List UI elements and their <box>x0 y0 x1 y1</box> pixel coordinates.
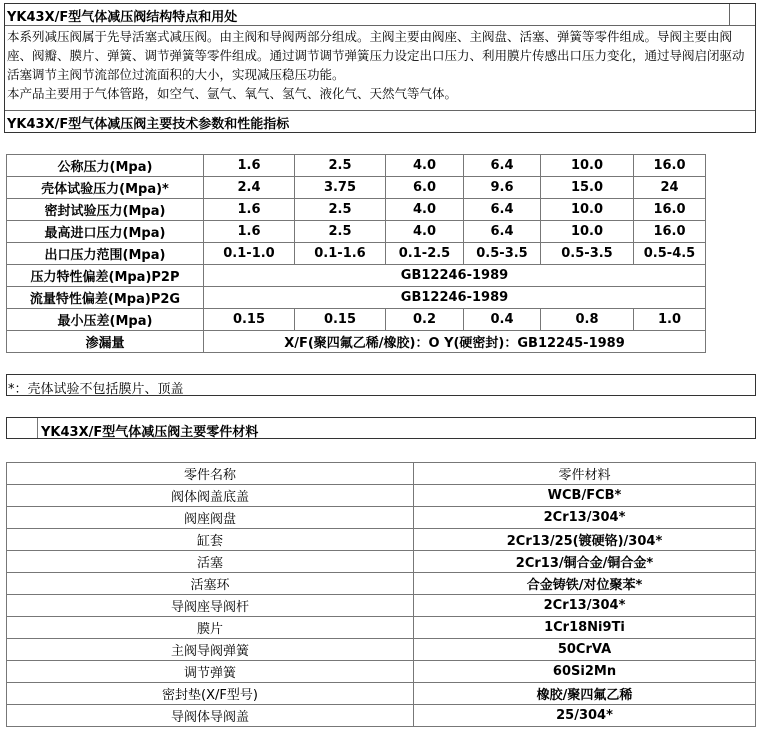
table-row <box>7 661 756 683</box>
part-name: 缸套 <box>7 529 414 551</box>
cell: 4.0 <box>386 155 464 177</box>
cell: 4.0 <box>386 221 464 243</box>
cell: 0.5-3.5 <box>464 243 541 265</box>
table-row <box>7 177 706 199</box>
cell: 0.4 <box>464 309 541 331</box>
table-row <box>7 221 706 243</box>
intro-title-row <box>5 4 755 26</box>
cell: 1.6 <box>204 221 295 243</box>
part-material: 2Cr13/铜合金/铜合金* <box>414 551 756 573</box>
cell: 3.75 <box>295 177 386 199</box>
cell: 10.0 <box>541 199 634 221</box>
row-label: 压力特性偏差(Mpa)P2P <box>7 265 204 287</box>
part-material: 合金铸铁/对位聚苯* <box>414 573 756 595</box>
column-header-material: 零件材料 <box>414 463 756 485</box>
intro-section <box>4 3 756 133</box>
spec-section-title-row <box>5 110 755 132</box>
table-row <box>7 199 706 221</box>
cell: 1.6 <box>204 155 295 177</box>
part-material: 2Cr13/25(镀硬铬)/304* <box>414 529 756 551</box>
merged-cell: GB12246-1989 <box>204 287 706 309</box>
table-row <box>7 507 756 529</box>
table-row <box>7 705 756 727</box>
materials-title-indent-cell <box>7 418 38 438</box>
cell: 0.1-1.6 <box>295 243 386 265</box>
table-row <box>7 683 756 705</box>
cell: 10.0 <box>541 155 634 177</box>
part-name: 阀体阀盖底盖 <box>7 485 414 507</box>
part-name: 导阀座导阀杆 <box>7 595 414 617</box>
part-name: 膜片 <box>7 617 414 639</box>
table-row <box>7 485 756 507</box>
footnote-text: *：壳体试验不包括膜片、顶盖 <box>8 382 184 397</box>
table-row <box>7 551 756 573</box>
materials-table <box>6 462 756 727</box>
part-name: 导阀体导阀盖 <box>7 705 414 727</box>
cell: 2.5 <box>295 221 386 243</box>
table-row <box>7 331 706 353</box>
table-row <box>7 617 756 639</box>
cell: 16.0 <box>634 155 706 177</box>
cell: 0.2 <box>386 309 464 331</box>
part-name: 主阀导阀弹簧 <box>7 639 414 661</box>
cell: 0.15 <box>295 309 386 331</box>
title-spacer-cell <box>729 4 755 25</box>
cell: 15.0 <box>541 177 634 199</box>
intro-paragraph-structure: 本系列减压阀属于先导活塞式减压阀。由主阀和导阀两部分组成。主阀主要由阀座、主阀盘、活塞、弹簧等零件组成。导阀主要由阀座、阀瓣、膜片、弹簧、调节弹簧等零件组成。通过调节调节弹簧压力设定出口压力、利用膜片传感出口压力变化，通过导阀启闭驱动活塞调节主阀节流部位过流面积的大小，实现减压稳压功能。 <box>7 29 745 82</box>
cell: 6.4 <box>464 199 541 221</box>
cell: 6.4 <box>464 221 541 243</box>
intro-body <box>7 27 752 103</box>
spec-table <box>6 154 706 353</box>
table-row <box>7 265 706 287</box>
cell: 0.5-4.5 <box>634 243 706 265</box>
part-material: 2Cr13/304* <box>414 507 756 529</box>
cell: 6.0 <box>386 177 464 199</box>
table-header-row <box>7 463 756 485</box>
part-material: 橡胶/聚四氟乙稀 <box>414 683 756 705</box>
materials-title-box <box>6 417 756 439</box>
table-row <box>7 287 706 309</box>
table-row <box>7 243 706 265</box>
column-header-part-name: 零件名称 <box>7 463 414 485</box>
row-label: 渗漏量 <box>7 331 204 353</box>
part-material: 50CrVA <box>414 639 756 661</box>
cell: 10.0 <box>541 221 634 243</box>
part-material: 60Si2Mn <box>414 661 756 683</box>
intro-title: YK43X/F型气体减压阀结构特点和用处 <box>7 10 238 25</box>
cell: 9.6 <box>464 177 541 199</box>
intro-paragraph-usage: 本产品主要用于气体管路，如空气、氩气、氧气、氢气、液化气、天然气等气体。 <box>7 86 458 101</box>
cell: 16.0 <box>634 221 706 243</box>
row-label: 出口压力范围(Mpa) <box>7 243 204 265</box>
cell: 16.0 <box>634 199 706 221</box>
row-label: 公称压力(Mpa) <box>7 155 204 177</box>
cell: 4.0 <box>386 199 464 221</box>
part-name: 调节弹簧 <box>7 661 414 683</box>
part-name: 密封垫(X/F型号) <box>7 683 414 705</box>
part-material: 25/304* <box>414 705 756 727</box>
footnote-box <box>6 374 756 396</box>
cell: 0.1-1.0 <box>204 243 295 265</box>
part-material: 1Cr18Ni9Ti <box>414 617 756 639</box>
cell: 2.5 <box>295 155 386 177</box>
cell: 0.15 <box>204 309 295 331</box>
cell: 2.4 <box>204 177 295 199</box>
merged-cell: X/F(聚四氟乙稀/橡胶)：O Y(硬密封)：GB12245-1989 <box>204 331 706 353</box>
table-row <box>7 309 706 331</box>
cell: 0.1-2.5 <box>386 243 464 265</box>
cell: 2.5 <box>295 199 386 221</box>
part-material: WCB/FCB* <box>414 485 756 507</box>
table-row <box>7 595 756 617</box>
row-label: 密封试验压力(Mpa) <box>7 199 204 221</box>
row-label: 最高进口压力(Mpa) <box>7 221 204 243</box>
row-label: 壳体试验压力(Mpa)* <box>7 177 204 199</box>
spec-section-title: YK43X/F型气体减压阀主要技术参数和性能指标 <box>7 117 290 132</box>
merged-cell: GB12246-1989 <box>204 265 706 287</box>
cell: 1.0 <box>634 309 706 331</box>
part-name: 活塞环 <box>7 573 414 595</box>
row-label: 流量特性偏差(Mpa)P2G <box>7 287 204 309</box>
part-name: 活塞 <box>7 551 414 573</box>
cell: 1.6 <box>204 199 295 221</box>
cell: 0.5-3.5 <box>541 243 634 265</box>
table-row <box>7 529 756 551</box>
row-label: 最小压差(Mpa) <box>7 309 204 331</box>
materials-title: YK43X/F型气体减压阀主要零件材料 <box>41 425 259 440</box>
part-name: 阀座阀盘 <box>7 507 414 529</box>
part-material: 2Cr13/304* <box>414 595 756 617</box>
table-row <box>7 155 706 177</box>
cell: 6.4 <box>464 155 541 177</box>
table-row <box>7 639 756 661</box>
cell: 0.8 <box>541 309 634 331</box>
table-row <box>7 573 756 595</box>
cell: 24 <box>634 177 706 199</box>
